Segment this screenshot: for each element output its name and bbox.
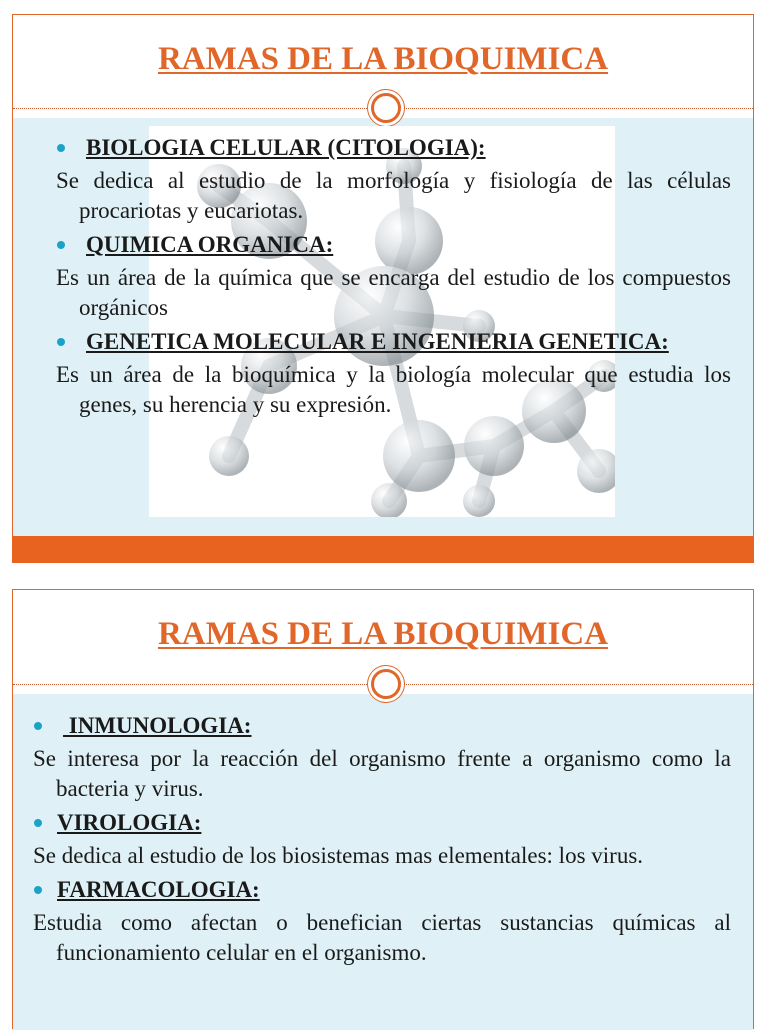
bullet-icon	[34, 722, 42, 730]
bullet-icon	[57, 241, 65, 249]
slide-title: RAMAS DE LA BIOQUIMICA	[157, 41, 609, 77]
section-heading: INMUNOLOGIA:	[33, 711, 731, 741]
section-text: Es un área de la química que se encarga del estudio de los compuestos orgánicos	[56, 265, 731, 320]
bullet-icon	[34, 819, 42, 827]
slide-content	[13, 711, 753, 972]
section-text: Estudia como afectan o benefician ciertas sustancias químicas al funcionamiento celular en el organismo.	[33, 910, 731, 965]
section-heading: VIROLOGIA:	[33, 808, 731, 838]
bullet-icon	[34, 886, 42, 894]
section-heading: BIOLOGIA CELULAR (CITOLOGIA):	[56, 133, 731, 163]
section-text: Se dedica al estudio de los biosistemas mas elementales: los virus.	[33, 843, 644, 868]
footer-bar	[12, 536, 754, 563]
ring-ornament-icon	[371, 669, 401, 699]
section-text: Es un área de la bioquímica y la biología molecular que estudia los genes, su herencia y su expresión.	[56, 362, 731, 417]
slide-1	[12, 14, 754, 563]
bullet-icon	[57, 338, 65, 346]
bullet-icon	[57, 144, 65, 152]
section-heading: GENETICA MOLECULAR E INGENIERIA GENETICA:	[56, 327, 731, 357]
ring-ornament-icon	[371, 93, 401, 123]
slide-title: RAMAS DE LA BIOQUIMICA	[157, 616, 609, 652]
section-heading: FARMACOLOGIA:	[33, 875, 731, 905]
section-text: Se interesa por la reacción del organismo frente a organismo como la bacteria y virus.	[33, 746, 731, 801]
slide-2	[12, 589, 754, 1029]
slide-content	[13, 133, 753, 424]
section-heading: QUIMICA ORGANICA:	[56, 230, 731, 260]
section-text: Se dedica al estudio de la morfología y fisiología de las células procariotas y eucariotas.	[56, 168, 731, 223]
